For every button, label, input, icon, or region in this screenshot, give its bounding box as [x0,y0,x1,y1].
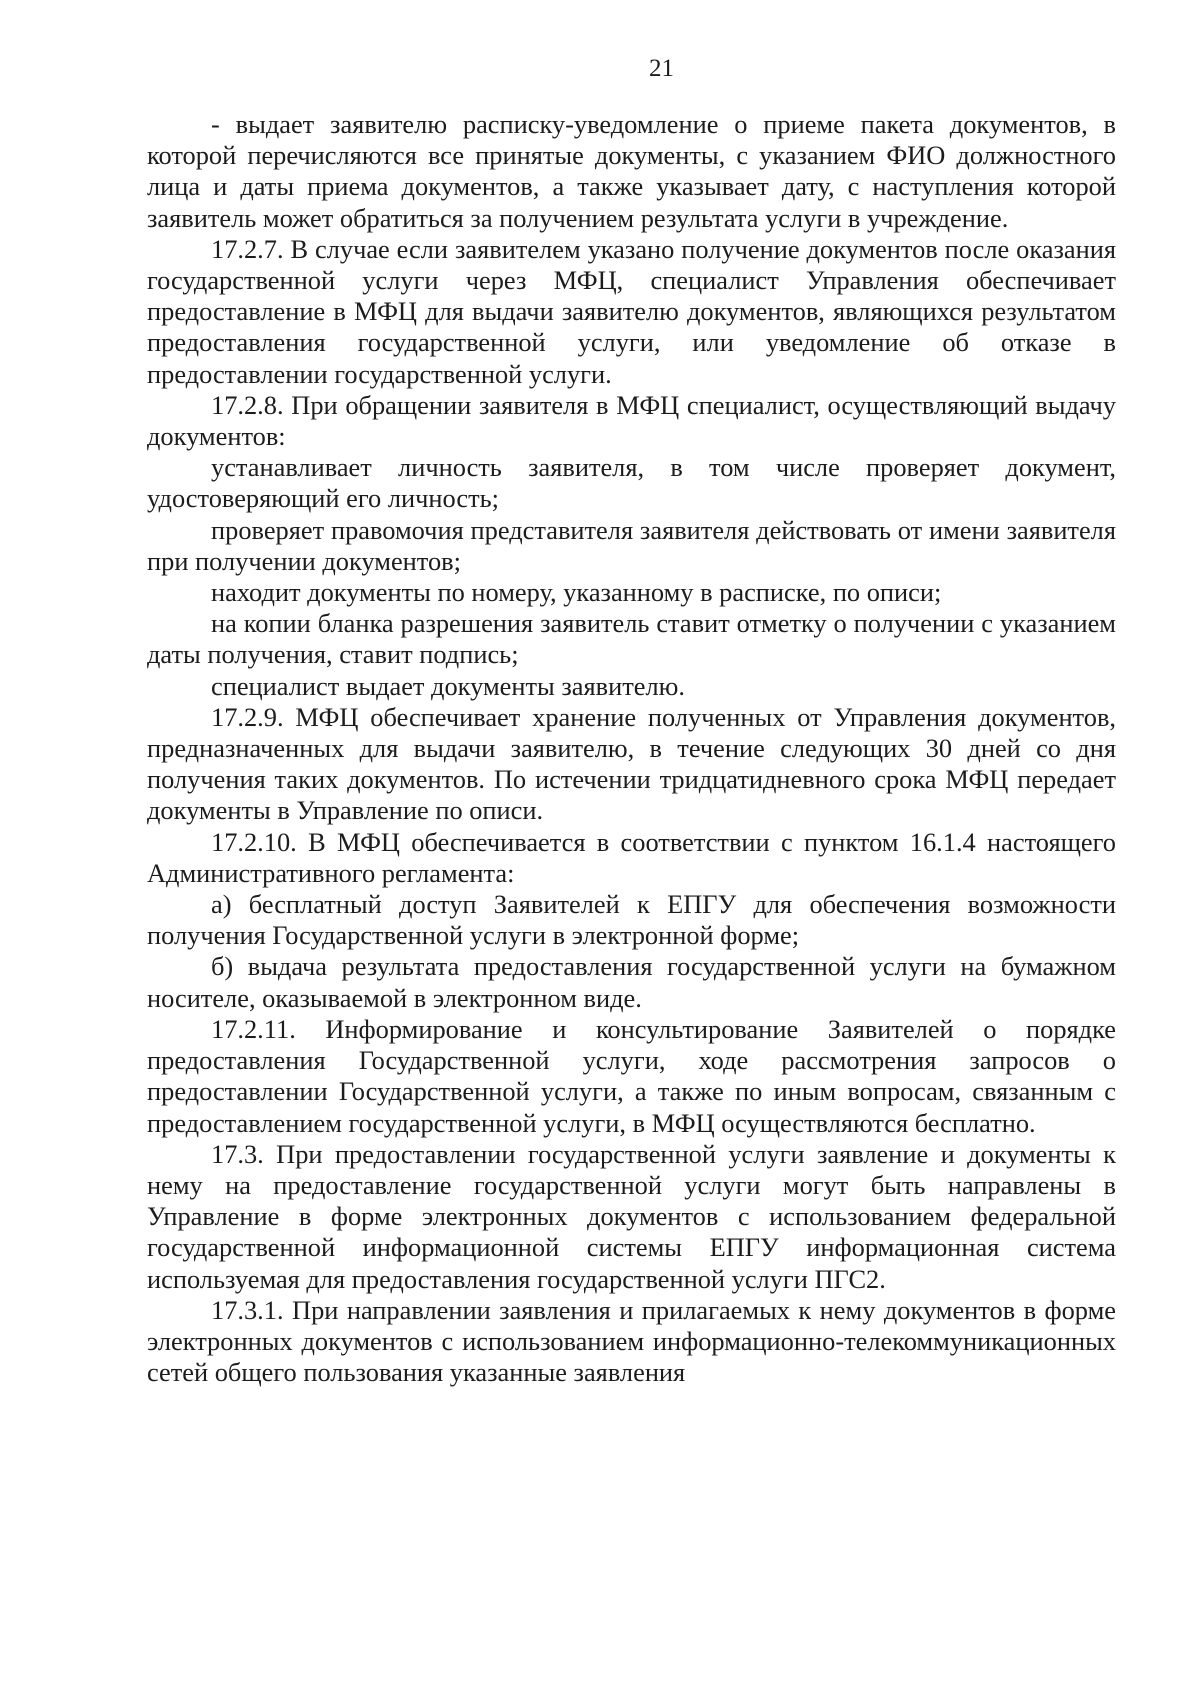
paragraph-p03: 17.2.8. При обращении заявителя в МФЦ специалист, осуществляющий выдачу документов: [147,389,1116,452]
paragraph-p02: 17.2.7. В случае если заявителем указано получение документов после оказания государственной услуги через МФЦ, специалист Управления обеспечивает предоставление в МФЦ для выдачи заявителю документов, являющихся результатом предоставления государственной услуги, или уведомление об отказе в предоставлении государственной услуги. [147,233,1116,389]
paragraph-p13: 17.2.11. Информирование и консультирование Заявителей о порядке предоставления Государственной услуги, ходе рассмотрения запросов о предоставлении Государственной услуги, а также по иным вопросам, связанным с предоставлением государственной услуги, в МФЦ осуществляются бесплатно. [147,1013,1116,1138]
paragraph-p08: специалист выдает документы заявителю. [211,670,685,701]
paragraph-p14: 17.3. При предоставлении государственной услуги заявление и документы к нему на предоставление государственной услуги могут быть направлены в Управление в форме электронных документов с использованием федеральной государственной информационной системы ЕПГУ информационная система используемая для предоставления государственной услуги ПГС2. [147,1138,1116,1294]
paragraph-p04: устанавливает личность заявителя, в том числе проверяет документ, удостоверяющий его личность; [147,452,1116,514]
paragraph-p05: проверяет правомочия представителя заявителя действовать от имени заявителя при получении документов; [147,514,1116,576]
document-body [147,109,1116,1388]
paragraph-p06: находит документы по номеру, указанному в расписке, по описи; [211,577,942,608]
paragraph-p11: а) бесплатный доступ Заявителей к ЕПГУ для обеспечения возможности получения Государственной услуги в электронной форме; [147,889,1116,951]
paragraph-p15: 17.3.1. При направлении заявления и прилагаемых к нему документов в форме электронных документов с использованием информационно-телекоммуникационных сетей общего пользования указанные заявления [147,1294,1116,1388]
paragraph-p10: 17.2.10. В МФЦ обеспечивается в соответствии с пунктом 16.1.4 настоящего Административного регламента: [147,826,1116,888]
paragraph-p09: 17.2.9. МФЦ обеспечивает хранение полученных от Управления документов, предназначенных для выдачи заявителю, в течение следующих 30 дней со дня получения таких документов. По истечении тридцатидневного срока МФЦ передает документы в Управление по описи. [147,701,1116,826]
paragraph-p07: на копии бланка разрешения заявитель ставит отметку о получении с указанием даты получения, ставит подпись; [147,608,1116,670]
paragraph-p01: - выдает заявителю расписку-уведомление о приеме пакета документов, в которой перечисляются все принятые документы, с указанием ФИО должностного лица и даты приема документов, а также указывает дату, с наступления которой заявитель может обратиться за получением результата услуги в учреждение. [147,109,1116,233]
page-number: 21 [649,55,674,82]
paragraph-p12: б) выдача результата предоставления государственной услуги на бумажном носителе, оказываемой в электронном виде. [147,951,1116,1013]
